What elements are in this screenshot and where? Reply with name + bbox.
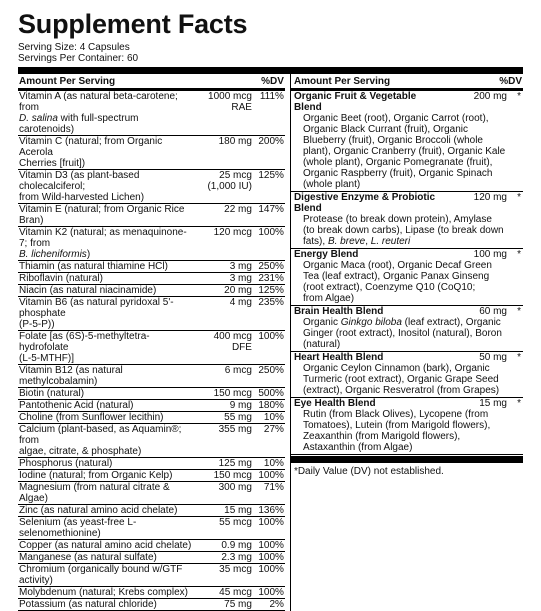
blend-dv: * xyxy=(517,249,521,260)
nutrient-dv: 235% xyxy=(258,297,284,308)
nutrient-row xyxy=(18,331,285,365)
nutrient-row xyxy=(18,204,285,227)
nutrient-name xyxy=(18,331,194,364)
blend-ingredient-line: from Algae) xyxy=(302,293,355,304)
nutrient-row xyxy=(18,261,285,273)
nutrient-name xyxy=(18,170,194,203)
nutrient-list xyxy=(18,91,285,611)
blend-name: Organic Fruit & Vegetable Blend xyxy=(293,91,417,113)
nutrient-name xyxy=(18,505,194,516)
blend-ingredient-line: Organic Raspberry (fruit), Organic Spinach xyxy=(302,168,493,179)
blend-ingredient-line: Organic Black Currant (fruit), Organic xyxy=(302,124,468,135)
bottom-rule xyxy=(291,456,523,463)
blend-ingredient-line: (to break down carbs), Lipase (to break down xyxy=(302,225,504,236)
nutrient-amount-line: 3 mg xyxy=(229,273,252,284)
nutrient-name-line: Molybdenum (natural; Krebs complex) xyxy=(19,587,188,598)
blend-amount: 60 mg xyxy=(479,306,507,317)
nutrient-name-line: Vitamin C (natural; from Organic Acerola xyxy=(19,136,163,158)
blend-section xyxy=(291,306,523,352)
nutrient-row xyxy=(18,365,285,388)
top-rule xyxy=(18,67,523,74)
nutrient-row xyxy=(18,285,285,297)
nutrient-row xyxy=(18,273,285,285)
nutrient-amount-line: 35 mcg xyxy=(219,564,252,575)
nutrient-amount-line: RAE xyxy=(231,102,252,113)
nutrient-amount xyxy=(194,412,252,423)
dv-label: %DV xyxy=(261,76,284,87)
nutrient-name xyxy=(18,458,194,469)
blend-dv: * xyxy=(517,306,521,317)
nutrient-dv: 136% xyxy=(258,505,284,516)
nutrient-amount-line: 355 mg xyxy=(218,424,252,435)
nutrient-amount-line: (1,000 IU) xyxy=(207,181,252,192)
nutrient-row xyxy=(18,424,285,458)
nutrient-name-line: Vitamin E (natural; from Organic Rice Bran) xyxy=(19,204,185,226)
nutrient-row xyxy=(18,564,285,587)
nutrient-amount-line: 120 mcg xyxy=(213,227,252,238)
nutrient-name-line: D. salina with full-spectrum carotenoids) xyxy=(19,113,139,135)
nutrient-name-line: Vitamin A (as natural beta-carotene; from xyxy=(19,91,178,113)
blend-ingredient-line: Astaxanthin (from Algae) xyxy=(302,442,413,453)
nutrient-name xyxy=(18,517,194,539)
dv-label: %DV xyxy=(499,76,522,87)
nutrient-amount xyxy=(194,204,252,226)
nutrient-amount-line: 1000 mcg xyxy=(208,91,252,102)
nutrient-name xyxy=(18,599,194,610)
nutrient-name-line: from Wild-harvested Lichen) xyxy=(19,192,145,203)
nutrient-name-line: Pantothenic Acid (natural) xyxy=(19,400,134,411)
nutrient-name xyxy=(18,400,194,411)
nutrient-name-line: Vitamin K2 (natural; as menaquinone-7; from xyxy=(19,227,187,249)
nutrient-name-line: Vitamin B6 (as natural pyridoxal 5'-phosphate xyxy=(19,297,174,319)
nutrient-name xyxy=(18,388,194,399)
nutrient-amount xyxy=(194,285,252,296)
blend-dv: * xyxy=(517,91,521,102)
nutrient-amount xyxy=(194,136,252,169)
blend-section xyxy=(291,192,523,249)
left-column-header xyxy=(18,74,285,91)
nutrient-name xyxy=(18,204,194,226)
nutrient-name xyxy=(18,412,194,423)
servings-per-container: Servings Per Container: 60 xyxy=(18,53,139,64)
nutrient-row xyxy=(18,400,285,412)
blend-header xyxy=(294,352,521,363)
nutrient-name-line: Magnesium (from natural citrate & Algae) xyxy=(19,482,170,504)
blend-dv: * xyxy=(517,352,521,363)
nutrient-row xyxy=(18,482,285,505)
blend-amount: 15 mg xyxy=(479,398,507,409)
blend-header xyxy=(294,91,521,113)
nutrient-amount-line: 3 mg xyxy=(229,261,252,272)
nutrient-name xyxy=(18,227,194,260)
nutrient-row xyxy=(18,91,285,136)
blend-ingredient-line: Rutin (from Black Olives), Lycopene (from xyxy=(302,409,489,420)
nutrient-name-line: Calcium (plant-based, as Aquamin®; from xyxy=(19,424,182,446)
nutrient-amount-line: 9 mg xyxy=(229,400,252,411)
nutrient-dv: 147% xyxy=(258,204,284,215)
nutrient-row xyxy=(18,552,285,564)
nutrient-dv: 111% xyxy=(259,91,284,102)
nutrient-name xyxy=(18,470,194,481)
blend-name: Brain Health Blend xyxy=(293,306,384,317)
blend-header xyxy=(294,192,521,214)
nutrient-amount xyxy=(194,331,252,364)
nutrient-amount-line: 150 mcg xyxy=(213,388,252,399)
blend-name: Eye Health Blend xyxy=(293,398,376,409)
nutrient-amount-line: 180 mg xyxy=(218,136,252,147)
blend-dv: * xyxy=(517,398,521,409)
blend-header xyxy=(294,249,521,260)
nutrient-row xyxy=(18,517,285,540)
blend-ingredient-line: Tomatoes), Lutein (from Marigold flowers), xyxy=(302,420,491,431)
nutrient-row xyxy=(18,599,285,611)
nutrient-dv: 250% xyxy=(258,365,284,376)
nutrient-name-line: B. licheniformis) xyxy=(19,249,91,260)
nutrient-row xyxy=(18,170,285,204)
nutrient-amount-line: DFE xyxy=(231,342,252,353)
nutrient-row xyxy=(18,227,285,261)
blend-ingredient-line: Zeaxanthin (from Marigold flowers), xyxy=(302,431,461,442)
blend-name: Heart Health Blend xyxy=(293,352,384,363)
nutrient-name-line: Zinc (as natural amino acid chelate) xyxy=(19,505,178,516)
blend-section xyxy=(291,352,523,398)
nutrient-amount-line: 300 mg xyxy=(218,482,252,493)
nutrient-name-line: Cherries [fruit]) xyxy=(19,158,86,169)
blend-amount: 100 mg xyxy=(473,249,507,260)
nutrient-name-line: Folate [as (6S)-5-methyltetra-hydrofolate xyxy=(19,331,150,353)
nutrient-dv: 10% xyxy=(263,412,284,423)
blend-ingredient-line: (whole plant), Organic Pomegranate (fruit), xyxy=(302,157,493,168)
blend-amount: 120 mg xyxy=(473,192,507,203)
nutrient-amount xyxy=(194,91,252,135)
amount-per-serving-label: Amount Per Serving xyxy=(293,76,391,87)
nutrient-amount xyxy=(194,227,252,260)
nutrient-amount xyxy=(194,365,252,387)
nutrient-name-line: Vitamin B12 (as natural methylcobalamin) xyxy=(19,365,123,387)
nutrient-row xyxy=(18,136,285,170)
nutrient-row xyxy=(18,458,285,470)
right-column-header xyxy=(291,74,523,91)
nutrient-amount xyxy=(194,297,252,330)
blend-ingredient-line: Blueberry (fruit), Organic Broccoli (whole xyxy=(302,135,483,146)
blend-ingredient-line: (root extract), Coenzyme Q10 (CoQ10; xyxy=(302,282,476,293)
blend-ingredient-line: Turmeric (root extract), Organic Grape Seed xyxy=(302,374,499,385)
nutrient-dv: 2% xyxy=(269,599,284,610)
nutrient-name-line: Thiamin (as natural thiamine HCl) xyxy=(19,261,168,272)
nutrient-amount-line: 20 mg xyxy=(224,285,252,296)
nutrient-dv: 125% xyxy=(258,170,284,181)
nutrient-amount xyxy=(194,599,252,610)
nutrient-dv: 100% xyxy=(258,540,284,551)
nutrient-name-line: Manganese (as natural sulfate) xyxy=(19,552,157,563)
nutrient-amount xyxy=(194,540,252,551)
blend-ingredient-line: Organic Ceylon Cinnamon (bark), Organic xyxy=(302,363,490,374)
nutrient-name xyxy=(18,482,194,504)
serving-size: Serving Size: 4 Capsules xyxy=(18,42,130,53)
blends-column xyxy=(290,74,523,611)
nutrient-row xyxy=(18,412,285,424)
nutrient-amount-line: 25 mcg xyxy=(219,170,252,181)
nutrient-amount xyxy=(194,388,252,399)
nutrient-name-line: Biotin (natural) xyxy=(19,388,85,399)
amount-per-serving-label: Amount Per Serving xyxy=(19,76,116,87)
nutrient-name xyxy=(18,424,194,457)
blend-ingredient-line: (whole plant) xyxy=(302,179,361,190)
nutrients-column xyxy=(18,74,285,611)
blend-name: Digestive Enzyme & Probiotic Blend xyxy=(293,192,436,214)
nutrient-dv: 250% xyxy=(258,261,284,272)
nutrient-name xyxy=(18,297,194,330)
blend-section xyxy=(291,398,523,455)
nutrient-dv: 10% xyxy=(263,458,284,469)
serving-info xyxy=(18,42,523,64)
nutrient-amount xyxy=(194,458,252,469)
nutrient-dv: 100% xyxy=(258,552,284,563)
nutrient-amount-line: 75 mg xyxy=(224,599,252,610)
nutrient-row xyxy=(18,540,285,552)
nutrient-amount-line: 15 mg xyxy=(224,505,252,516)
nutrient-name-line: Iodine (natural; from Organic Kelp) xyxy=(19,470,173,481)
nutrient-amount-line: 400 mcg xyxy=(213,331,252,342)
nutrient-name xyxy=(18,552,194,563)
nutrient-amount-line: 55 mcg xyxy=(219,517,252,528)
nutrient-row xyxy=(18,587,285,599)
nutrient-dv: 100% xyxy=(258,564,284,575)
blend-amount: 200 mg xyxy=(473,91,507,102)
blend-ingredient-line: fats), B. breve, L. reuteri xyxy=(302,236,411,247)
blend-ingredient-line: Organic Maca (root), Organic Decaf Green xyxy=(302,260,492,271)
blend-ingredient-line: Ginger (root extract), Inositol (natural), Boron xyxy=(302,328,502,339)
blend-name: Energy Blend xyxy=(293,249,359,260)
nutrient-dv: 100% xyxy=(258,587,284,598)
nutrient-dv: 125% xyxy=(258,285,284,296)
nutrient-name-line: Choline (from Sunflower lecithin) xyxy=(19,412,164,423)
nutrient-name-line: Riboflavin (natural) xyxy=(19,273,103,284)
nutrient-name xyxy=(18,273,194,284)
nutrient-dv: 100% xyxy=(258,517,284,528)
nutrient-amount xyxy=(194,482,252,504)
nutrient-amount xyxy=(194,564,252,586)
nutrient-amount xyxy=(194,470,252,481)
nutrient-amount-line: 2.3 mg xyxy=(221,552,252,563)
nutrient-amount xyxy=(194,517,252,539)
blend-amount: 50 mg xyxy=(479,352,507,363)
nutrient-amount-line: 4 mg xyxy=(229,297,252,308)
nutrient-name-line: (L-5-MTHF)] xyxy=(19,353,74,364)
daily-value-footnote: *Daily Value (DV) not established. xyxy=(293,466,444,477)
blend-dv: * xyxy=(517,192,521,203)
blend-list xyxy=(291,91,523,455)
nutrient-dv: 100% xyxy=(258,470,284,481)
nutrient-dv: 100% xyxy=(258,331,284,342)
panel-title: Supplement Facts xyxy=(18,9,248,39)
nutrient-amount-line: 6 mcg xyxy=(224,365,252,376)
nutrient-name-line: Copper (as natural amino acid chelate) xyxy=(19,540,192,551)
nutrient-name xyxy=(18,587,194,598)
nutrient-name xyxy=(18,136,194,169)
nutrient-amount-line: 0.9 mg xyxy=(221,540,252,551)
nutrient-name xyxy=(18,540,194,551)
nutrient-dv: 27% xyxy=(263,424,284,435)
blend-ingredient-line: plant), Organic Cranberry (fruit), Organic Kale xyxy=(302,146,506,157)
nutrient-name-line: Potassium (as natural chloride) xyxy=(19,599,157,610)
nutrient-amount xyxy=(194,505,252,516)
nutrient-name xyxy=(18,564,194,586)
nutrient-amount xyxy=(194,587,252,598)
nutrient-amount-line: 22 mg xyxy=(224,204,252,215)
nutrient-name xyxy=(18,91,194,135)
blend-ingredient-line: Organic Beet (root), Organic Carrot (root), xyxy=(302,113,489,124)
nutrient-amount xyxy=(194,552,252,563)
nutrient-dv: 200% xyxy=(258,136,284,147)
blend-ingredient-line: Tea (leaf extract), Organic Panax Ginseng xyxy=(302,271,490,282)
nutrient-name-line: Niacin (as natural niacinamide) xyxy=(19,285,157,296)
blend-section xyxy=(291,91,523,192)
nutrient-name xyxy=(18,365,194,387)
nutrient-dv: 180% xyxy=(258,400,284,411)
nutrient-name-line: Vitamin D3 (as plant-based cholecalciferol; xyxy=(19,170,140,192)
nutrient-dv: 231% xyxy=(258,273,284,284)
nutrient-amount xyxy=(194,170,252,203)
nutrient-amount-line: 150 mcg xyxy=(213,470,252,481)
nutrient-amount-line: 55 mg xyxy=(224,412,252,423)
nutrient-row xyxy=(18,505,285,517)
blend-ingredient-line: Organic Ginkgo biloba (leaf extract), Organic xyxy=(302,317,501,328)
nutrient-name-line: (P-5-P)) xyxy=(19,319,55,330)
facts-columns xyxy=(18,74,523,611)
blend-ingredient-line: (extract), Organic Resveratrol (from Grapes) xyxy=(302,385,500,396)
nutrient-amount xyxy=(194,261,252,272)
blend-ingredient-line: Protease (to break down protein), Amylase xyxy=(302,214,492,225)
nutrient-name-line: Chromium (organically bound w/GTF activity) xyxy=(19,564,183,586)
blend-header xyxy=(294,398,521,409)
nutrient-dv: 100% xyxy=(258,227,284,238)
nutrient-row xyxy=(18,388,285,400)
nutrient-row xyxy=(18,297,285,331)
nutrient-dv: 500% xyxy=(258,388,284,399)
nutrient-name-line: algae, citrate, & phosphate) xyxy=(19,446,142,457)
nutrient-name-line: Phosphorus (natural) xyxy=(19,458,113,469)
nutrient-amount-line: 45 mcg xyxy=(219,587,252,598)
nutrient-name-line: Selenium (as yeast-free L-selenomethionine) xyxy=(19,517,137,539)
nutrient-amount xyxy=(194,424,252,457)
nutrient-dv: 71% xyxy=(263,482,284,493)
nutrient-amount xyxy=(194,400,252,411)
nutrient-name xyxy=(18,285,194,296)
nutrient-row xyxy=(18,470,285,482)
blend-ingredient-line: (natural) xyxy=(302,339,341,350)
nutrient-amount xyxy=(194,273,252,284)
nutrient-amount-line: 125 mg xyxy=(218,458,252,469)
blend-header xyxy=(294,306,521,317)
blend-section xyxy=(291,249,523,306)
nutrient-name xyxy=(18,261,194,272)
